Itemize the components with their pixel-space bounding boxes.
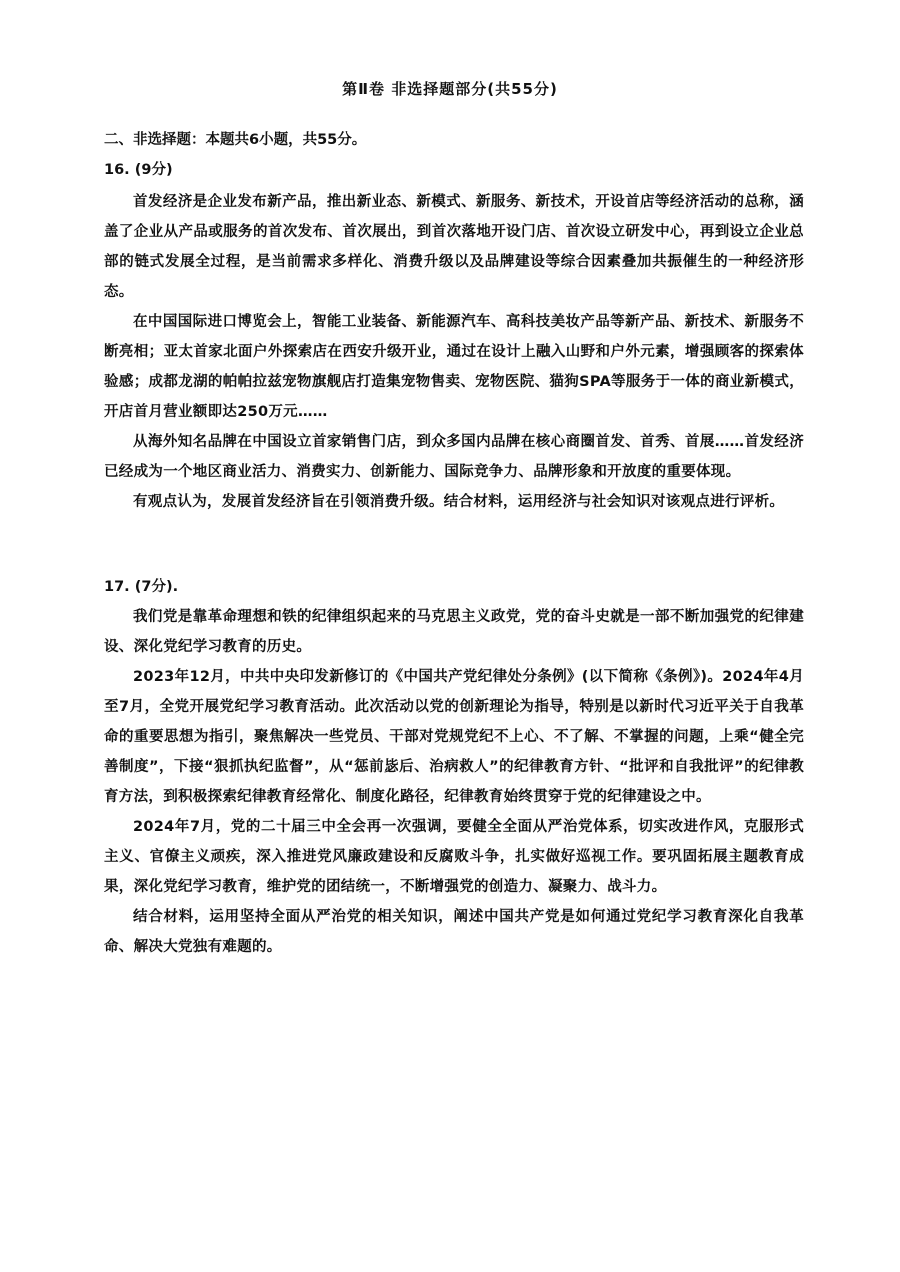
section-title: 第Ⅱ卷 非选择题部分(共55分) xyxy=(342,80,558,98)
question-17-paragraph-3: 2024年7月，党的二十届三中全会再一次强调，要健全全面从严治党体系，切实改进作风，克服形式主义、官僚主义顽疾，深入推进党风廉政建设和反腐败斗争，扎实做好巡视工作。要巩固拓展主题教育成果，深化党纪学习教育，维护党的团结统一，不断增强党的创造力、凝聚力、战斗力。 xyxy=(104,819,804,895)
question-16-paragraph-2: 在中国国际进口博览会上，智能工业装备、新能源汽车、高科技美妆产品等新产品、新技术、新服务不断亮相；亚太首家北面户外探索店在西安升级开业，通过在设计上融入山野和户外元素，增强顾客的探索体验感；成都龙湖的帕帕拉兹宠物旗舰店打造集宠物售卖、宠物医院、猫狗SPA等服务于一体的商业新模式，开店首月营业额即达250万元…… xyxy=(104,314,804,420)
question-16-paragraph-1: 首发经济是企业发布新产品，推出新业态、新模式、新服务、新技术，开设首店等经济活动的总称，涵盖了企业从产品或服务的首次发布、首次展出，到首次落地开设门店、首次设立研发中心，再到设立企业总部的链式发展全过程，是当前需求多样化、消费升级以及品牌建设等综合因素叠加共振催生的一种经济形态。 xyxy=(104,194,804,300)
question-16-prompt: 有观点认为，发展首发经济旨在引领消费升级。结合材料，运用经济与社会知识对该观点进行评析。 xyxy=(133,494,785,510)
question-17-material xyxy=(104,602,804,962)
question-17-paragraph-1: 我们党是靠革命理想和铁的纪律组织起来的马克思主义政党，党的奋斗史就是一部不断加强党的纪律建设、深化党纪学习教育的历史。 xyxy=(104,609,804,655)
question-16-material xyxy=(104,187,804,517)
question-16-paragraph-3: 从海外知名品牌在中国设立首家销售门店，到众多国内品牌在核心商圈首发、首秀、首展……首发经济已经成为一个地区商业活力、消费实力、创新能力、国际竞争力、品牌形象和开放度的重要体现。 xyxy=(104,434,804,480)
question-17-paragraph-2: 2023年12月，中共中央印发新修订的《中国共产党纪律处分条例》(以下简称《条例》)。2024年4月至7月，全党开展党纪学习教育活动。此次活动以党的创新理论为指导，特别是以新时代习近平关于自我革命的重要思想为指引，聚焦解决一些党员、干部对党规党纪不上心、不了解、不掌握的问题，上乘“健全完善制度”，下接“狠抓执纪监督”，从“惩前毖后、治病救人”的纪律教育方针、“批评和自我批评”的纪律教育方法，到积极探索纪律教育经常化、制度化路径，纪律教育始终贯穿于党的纪律建设之中。 xyxy=(104,669,804,805)
part-heading: 二、非选择题：本题共6小题，共55分。 xyxy=(104,132,367,148)
question-16-number: 16. (9分) xyxy=(104,162,173,178)
question-17-number: 17. (7分). xyxy=(104,579,179,595)
question-17-prompt: 结合材料，运用坚持全面从严治党的相关知识，阐述中国共产党是如何通过党纪学习教育深化自我革命、解决大党独有难题的。 xyxy=(104,909,804,955)
